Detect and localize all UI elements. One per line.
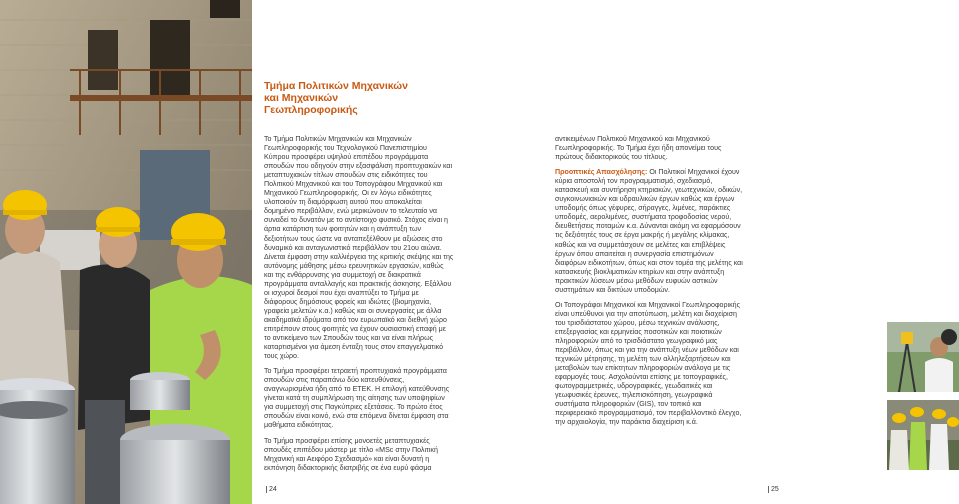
right-text-column (555, 135, 745, 433)
surveying-photo (887, 322, 959, 392)
section-label: Προοπτικές Απασχόλησης: (555, 168, 648, 177)
title-line-3: Γεωπληροφορικής (264, 104, 358, 116)
page-number-left: 24 (266, 486, 277, 493)
paragraph: Το Τμήμα προσφέρει τετραετή προπτυχιακά προγράμματα σπουδών στις παραπάνω δύο κατευθύνσεις, αναγνωρισμένα ήδη από το ΕΤΕΚ. Η επιλογή κατεύθυνσης γίνεται κατά τη συμπλήρωση της αίτησης των υποψηφίων για συμμετοχή στις Παγκύπριες εξετάσεις. Το πρώτο έτος σπουδών είναι κοινό, ενώ στα επόμενα δίνεται έμφαση στα μαθήματα ειδικότητας. (264, 367, 450, 430)
lab-photo (0, 0, 252, 504)
title-line-2: και Μηχανικών (264, 92, 339, 104)
paragraph-text: Οι Πολιτικοί Μηχανικοί έχουν κύρια αποστολή τον προγραμματισμό, σχεδιασμό, κατασκευή και συντήρηση κτηριακών, γεωτεχνικών, οδικών, συγκοινωνιακών και υδραυλικών έργων καθώς και έργων υποδομής όπως γέφυρες, σήραγγες, λιμένες, παράκτιες υποδομές, αερολιμένες, συστήματα τροφοδοσίας νερού, διευθετήσεις ποταμών κ.α. Δύνανται ακόμη να εφαρμόσουν τις δεξιότητές τους σε έργα μακρής ή μεγάλης κλίμακας, καθώς και να συμμετάσχουν σε μελέτες και επιβλέψεις έργων όπου απαιτείται η συνεργασία επιστημόνων διαφόρων ειδικοτήτων, όπως και στον τομέα της μελέτης και κατασκευής βιοκλιματικών κτηρίων και στην ανάπτυξη πρακτικών λύσεων μέσω μεθόδων ευφυών αστικών συστημάτων και δικτύων υποδομών. (555, 168, 743, 294)
page-number-right: 25 (768, 486, 779, 493)
paragraph: αντικειμένων Πολιτικού Μηχανικού και Μηχανικού Γεωπληροφορικής. Το Τμήμα έχει ήδη απονείμει τους πρώτους διδακτορικούς του τίτλους. (555, 135, 722, 162)
title-line-1: Τμήμα Πολιτικών Μηχανικών (264, 80, 409, 92)
paragraph: Οι Τοπογράφοι Μηχανικοί και Μηχανικοί Γεωπληροφορικής είναι υπεύθυνοι για την αποτύπωση, μελέτη και διαχείριση του τρισδιάστατου χώρου, μέσω τεχνικών ανάλυσης, επεξεργασίας και ερμηνείας ποσοτικών και ποιοτικών πληροφοριών από το τρισδιάστατο γεωγραφικό μας περιβάλλον, όπως και για την ανάπτυξη νέων μεθόδων και τεχνικών μέτρησης, τη μελέτη των αλληλεξαρτήσεων και μεταβολών των επίκτητων πληροφοριών ανάλογα με τις εφαρμογές τους. Ασχολούνται επίσης με τοπογραφικές, φωτογραμμετρικές, υδρογραφικές, γεωδαιτικές και γεωφυσικές έρευνες, τηλεπισκόπηση, γεωγραφικά συστήματα πληροφοριών (GIS), τον τοπικό και περιφερειακό προγραμματισμό, τον περιβαλλοντικό έλεγχο, την αρχαιολογία, την παράκτια διαχείριση κ.ά. (555, 300, 742, 427)
left-text-column (264, 135, 454, 479)
paragraph: Το Τμήμα προσφέρει επίσης μονοετές μεταπτυχιακές σπουδές επιπέδου μάστερ με τίτλο «MSc στην Πολιτική Μηχανική και Αειφόρο Σχεδιασμό» και είναι δυνατή η εκπόνηση διδακτορικής διατριβής σε ένα ευρύ φάσμα (264, 436, 438, 472)
paragraph: Το Τμήμα Πολιτικών Μηχανικών και Μηχανικών Γεωπληροφορικής του Τεχνολογικού Πανεπιστημίου Κύπρου προσφέρει υψηλού επιπέδου προγράμματα σπουδών που οδηγούν στην εξασφάλιση προπτυχιακών και μεταπτυχιακών τίτλων σπουδών στις ειδικότητες του Πολιτικού Μηχανικού και του Τοπογράφου Μηχανικού και Μηχανικού Γεωπληροφορικής. Οι εν λόγω ειδικότητες υλοποιούν τη διαμόρφωση αυτού που αποκαλείται δομημένο περιβάλλον, ενώ μερικώνουν το τελευταίο να συναδεί το δυνατόν με το αντίστοιχο φυσικό. Στόχος είναι η άρτια κατάρτιση των φοιτητών και η ανάπτυξη των δεξιοτήτων τους ώστε να ανταπεξέλθουν με αξιώσεις στο δυναμικό και ανταγωνιστικό περιβάλλον του 21ου αιώνα. Δίνεται έμφαση στην καλλιέργεια της κριτικής σκέψης και της αυτόνομης μάθησης μέσω ερευνητικών εργασιών, καθώς και της ενθάρρυνσης για συμμετοχή σε διακρατικά προγράμματα ανταλλαγής και πρακτικής άσκησης. Εξάλλου οι ισχυροί δεσμοί που έχει αναπτύξει το Τμήμα με διάφορους δημόσιους φορείς και ιδιώτες (βιομηχανία, γραφεία μελετών κ.α.) καθώς και οι συνεργασίες με άλλα ακαδημαϊκά ιδρύματα από τον ευρωπαϊκό και διεθνή χώρο επιτρέπουν στους φοιτητές να έχουν ουσιαστική επαφή με το αντικείμενο των Σπουδών τους και να είναι πλήρως καταρτισμένοι για άμεση ένταξη τους στον επαγγελματικό τους χώρο. (264, 135, 454, 361)
page-title (264, 80, 464, 116)
site-visit-photo (887, 400, 959, 470)
paragraph (555, 168, 745, 295)
